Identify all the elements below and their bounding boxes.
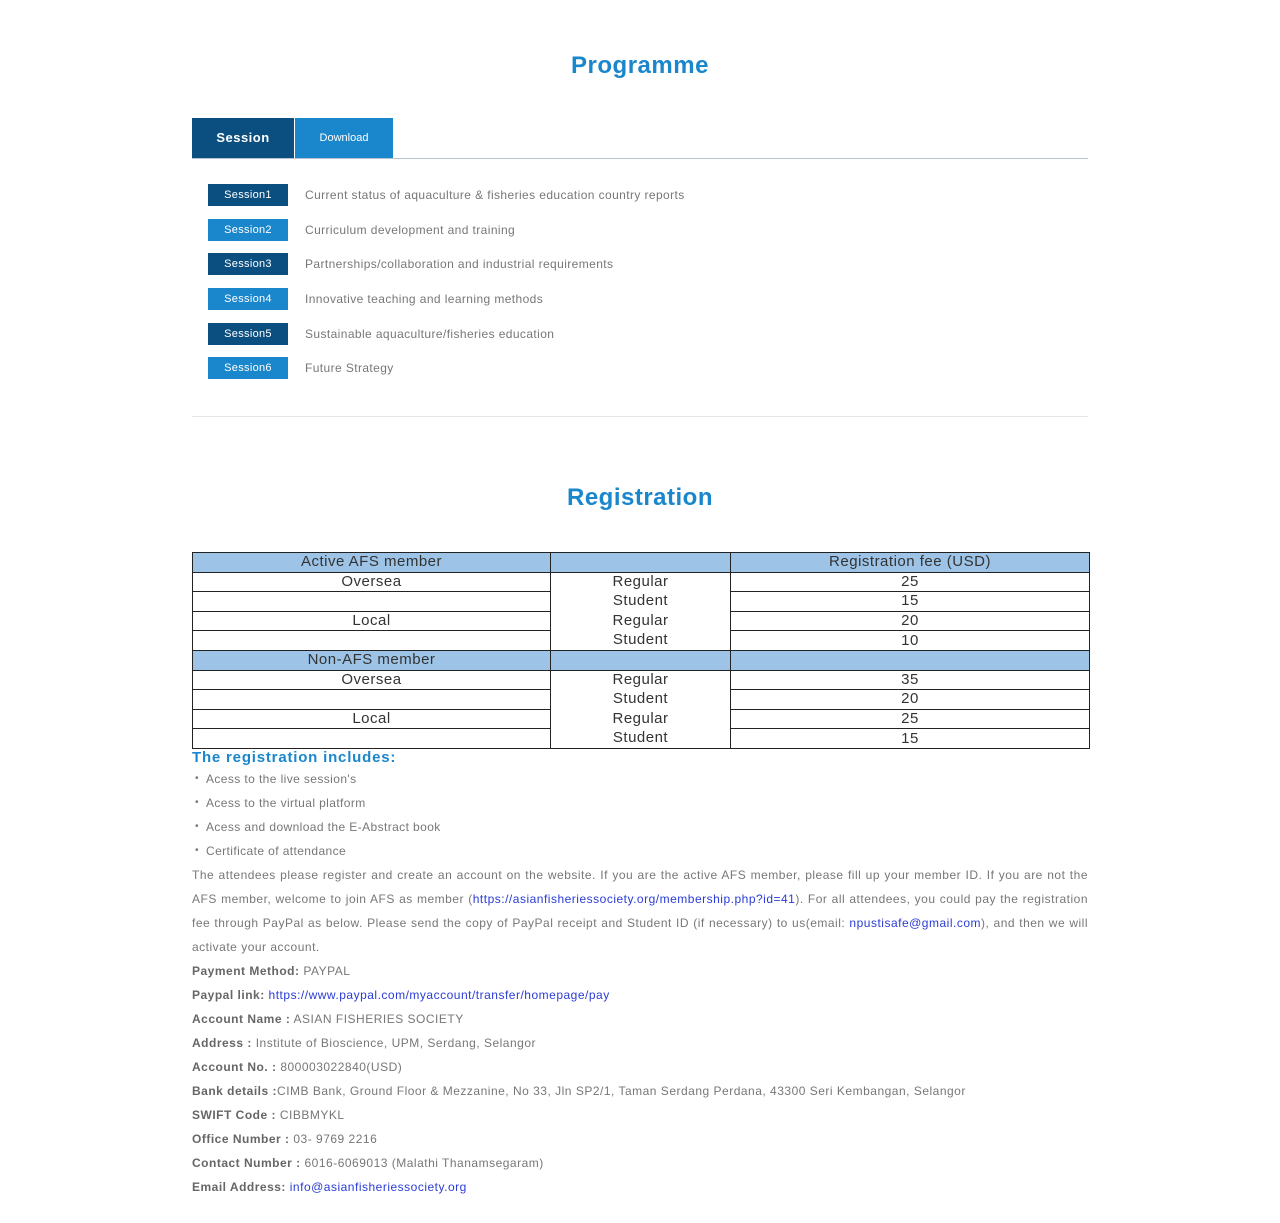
session-text: Innovative teaching and learning methods [305, 292, 544, 307]
info-label: Payment Method: [192, 964, 300, 978]
table-cell [193, 592, 551, 612]
info-value: 800003022840(USD) [276, 1060, 403, 1074]
table-row [193, 611, 1090, 631]
info-value: PAYPAL [299, 964, 351, 978]
table-cell: Regular [551, 670, 731, 690]
table-header-row [193, 650, 1090, 670]
table-row [193, 690, 1090, 710]
list-item: • Acess and download the E-Abstract book [192, 816, 441, 840]
table-row [193, 592, 1090, 612]
session-badge[interactable]: Session4 [208, 288, 288, 310]
tab-session[interactable]: Session [192, 118, 294, 158]
table-cell: Regular [551, 572, 731, 592]
list-item: • Acess to the virtual platform [192, 792, 441, 816]
table-header-cell: Active AFS member [193, 553, 551, 573]
session-text: Curriculum development and training [305, 222, 516, 237]
session-badge[interactable]: Session5 [208, 323, 288, 345]
table-cell: Student [551, 690, 731, 710]
info-label: Account No. : [192, 1060, 277, 1074]
table-cell: 15 [731, 729, 1090, 749]
session-item [208, 288, 1078, 323]
registration-fee-table [192, 552, 1090, 749]
table-cell: Oversea [193, 572, 551, 592]
instructions-text: ), and then we will activate your account. [192, 916, 1089, 954]
info-label: Office Number : [192, 1132, 290, 1146]
table-cell: 25 [731, 709, 1090, 729]
info-value: 03- 9769 2216 [289, 1132, 378, 1146]
table-cell: Local [193, 611, 551, 631]
registration-instructions [192, 863, 1088, 959]
membership-link[interactable]: https://asianfisheriessociety.org/membership.php?id=41 [472, 892, 796, 906]
table-cell [193, 631, 551, 651]
instructions-text: The attendees please register and create an account on the website. If you are the active AFS member, please fill up your member ID. If you are not the AFS member, welcome to join AFS as member ( [192, 868, 1088, 906]
session-item [208, 184, 1078, 219]
table-cell: Regular [551, 611, 731, 631]
programme-title: Programme [571, 52, 709, 79]
account-name-row [192, 1007, 1088, 1031]
info-value: CIBBMYKL [276, 1108, 345, 1122]
table-header-cell: Registration fee (USD) [731, 553, 1090, 573]
payment-info [192, 959, 1088, 1199]
includes-list [192, 768, 441, 864]
session-badge[interactable]: Session6 [208, 357, 288, 379]
table-row [193, 729, 1090, 749]
tab-download[interactable]: Download [295, 118, 393, 158]
info-label: Bank details : [192, 1084, 278, 1098]
info-label: Contact Number : [192, 1156, 301, 1170]
contact-number-row [192, 1151, 1088, 1175]
table-cell: Local [193, 709, 551, 729]
registration-title: Registration [566, 484, 713, 511]
session-text: Future Strategy [305, 361, 394, 376]
info-value: ASIAN FISHERIES SOCIETY [290, 1012, 464, 1026]
session-text: Current status of aquaculture & fisheries education country reports [305, 188, 685, 202]
programme-tabs [192, 118, 1088, 159]
table-cell: Student [551, 729, 731, 749]
session-badge[interactable]: Session3 [208, 253, 288, 275]
swift-code-row [192, 1103, 1088, 1127]
info-label: Address : [192, 1036, 252, 1050]
info-value: CIMB Bank, Ground Floor & Mezzanine, No 33, Jln SP2/1, Taman Serdang Perdana, 43300 Seri Kembangan, Selangor [277, 1084, 966, 1098]
session-item [208, 219, 1078, 254]
table-header-cell: Non-AFS member [193, 650, 551, 670]
email-address-row [192, 1175, 1088, 1199]
paypal-link-row [192, 983, 1088, 1007]
table-cell: 20 [731, 611, 1090, 631]
table-cell [193, 729, 551, 749]
table-row [193, 670, 1090, 690]
table-cell: 35 [731, 670, 1090, 690]
table-header-row [193, 553, 1090, 573]
session-badge[interactable]: Session2 [208, 219, 288, 241]
includes-heading: The registration includes: [192, 749, 397, 766]
table-row [193, 572, 1090, 592]
table-cell: 20 [731, 690, 1090, 710]
info-label: SWIFT Code : [192, 1108, 276, 1122]
table-header-cell [551, 553, 731, 573]
table-cell [193, 690, 551, 710]
info-value: Institute of Bioscience, UPM, Serdang, Selangor [251, 1036, 536, 1050]
office-number-row [192, 1127, 1088, 1151]
table-cell: Student [551, 592, 731, 612]
table-cell: Regular [551, 709, 731, 729]
session-item [208, 253, 1078, 288]
table-row [193, 709, 1090, 729]
email-link[interactable]: npustisafe@gmail.com [849, 916, 981, 930]
table-cell: 15 [731, 592, 1090, 612]
table-cell: Student [551, 631, 731, 651]
section-divider [192, 416, 1088, 417]
list-item: • Certificate of attendance [192, 840, 441, 864]
table-header-cell [551, 650, 731, 670]
list-item: • Acess to the live session's [192, 768, 441, 792]
session-item [208, 323, 1078, 358]
session-list [208, 184, 1078, 392]
table-cell: 10 [731, 631, 1090, 651]
session-text: Sustainable aquaculture/fisheries education [305, 326, 555, 341]
contact-email-link[interactable]: info@asianfisheriessociety.org [289, 1180, 467, 1194]
session-text: Partnerships/collaboration and industrial requirements [305, 257, 614, 272]
table-row [193, 631, 1090, 651]
bank-details-row [192, 1079, 1088, 1103]
session-item [208, 357, 1078, 392]
info-value: 6016-6069013 (Malathi Thanamsegaram) [300, 1156, 544, 1170]
account-no-row [192, 1055, 1088, 1079]
info-label: Email Address: [192, 1180, 286, 1194]
payment-method-row [192, 959, 1088, 983]
table-header-cell [731, 650, 1090, 670]
paypal-link[interactable]: https://www.paypal.com/myaccount/transfer/homepage/pay [268, 988, 610, 1002]
table-cell: 25 [731, 572, 1090, 592]
table-cell: Oversea [193, 670, 551, 690]
instructions-text: ). For all attendees, you could pay the registration fee through PayPal as below. Please send the copy of PayPal receipt and Student ID (if necessary) to us(email: [192, 892, 1088, 930]
info-label: Paypal link: [192, 988, 265, 1002]
session-badge[interactable]: Session1 [208, 184, 288, 206]
info-label: Account Name : [192, 1012, 291, 1026]
address-row [192, 1031, 1088, 1055]
